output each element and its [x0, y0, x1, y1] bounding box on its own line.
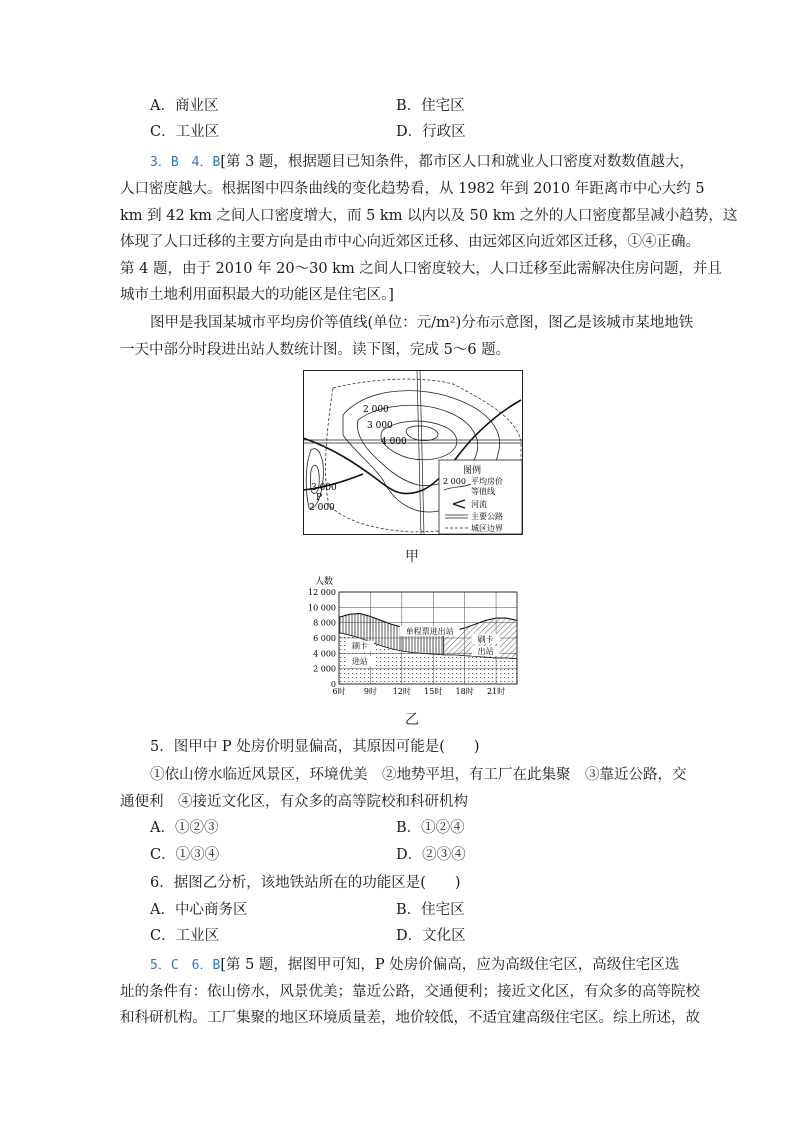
- map-legend: [439, 460, 522, 534]
- q5-option-d: D．②③④: [396, 847, 466, 863]
- x-tick-label: 21时: [486, 687, 506, 696]
- intro-line-2: 一天中部分时段进出站人数统计图。读下图，完成 5～6 题。: [120, 342, 511, 358]
- x-tick-label: 9时: [363, 687, 377, 696]
- answer-3-4-line-5: 第 4 题，由于 2010 年 20～30 km 之间人口密度较大，人口迁移至此需解决住房问题，并且: [120, 261, 722, 277]
- answer-5-6-line-3: 和科研机构。工厂集聚的地区环境质量差，地价较低，不适宜建高级住宅区。综上所述，故: [120, 1010, 700, 1026]
- point-p-label: P: [316, 493, 323, 503]
- q5-option-b: B．①②④: [396, 820, 465, 836]
- contour-label-4000: 4 000: [381, 437, 407, 447]
- house-price-contour-map: [303, 370, 523, 535]
- y-tick-label: 4 000: [313, 649, 336, 659]
- answer-3-4-line-3: km 到 42 km 之间人口密度增大，而 5 km 以内以及 50 km 之外的人口密度都呈减小趋势，这: [120, 208, 738, 224]
- legend-contour-label-2: 等值线: [471, 487, 495, 496]
- option-b: B．住宅区: [396, 98, 465, 114]
- answer-key-3-4: 3．B 4．B: [150, 155, 221, 170]
- answer-3-4-line-1: [150, 152, 694, 173]
- x-tick-label: 18时: [455, 687, 474, 696]
- option-d: D．行政区: [396, 124, 466, 140]
- label-card-entry-1: 刷卡: [351, 641, 368, 651]
- question-5-stem: 5．图甲中 P 处房价明显偏高，其原因可能是( ): [150, 739, 480, 755]
- y-tick-label: 0: [330, 680, 336, 689]
- answer-3-4-line-6: 城市土地利用面积最大的功能区是住宅区。]: [120, 287, 394, 303]
- option-c: C．工业区: [150, 124, 220, 140]
- label-card-exit-1: 刷卡: [477, 634, 494, 644]
- y-tick-label: 10 000: [308, 603, 336, 613]
- contour-label-p-3000: 3 000: [311, 483, 337, 493]
- intro-line-1: 图甲是我国某城市平均房价等值线(单位：元/m²)分布示意图，图乙是该城市某地地铁: [150, 315, 694, 331]
- q6-option-b: B．住宅区: [396, 902, 465, 918]
- legend-contour-label-1: 平均房价: [471, 477, 503, 486]
- contour-label-3000: 3 000: [367, 421, 393, 431]
- x-tick-label: 12时: [392, 687, 411, 696]
- legend-contour-value: 2 000: [443, 477, 466, 486]
- y-tick-label: 6 000: [313, 634, 336, 643]
- q5-option-a: A．①②③: [150, 820, 219, 836]
- answer-3-4-line-4: 体现了人口迁移的主要方向是由市中心向近郊区迁移、由远郊区向近郊区迁移，①④正确。: [120, 234, 700, 250]
- legend-road-label: 主要公路: [471, 512, 503, 521]
- question-5-line-1: ①依山傍水临近风景区，环境优美 ②地势平坦，有工厂在此集聚 ③靠近公路，交: [150, 767, 687, 783]
- map-caption: 甲: [405, 549, 419, 565]
- contour-label-2000: 2 000: [363, 405, 389, 415]
- y-axis-label: 人数: [315, 577, 334, 587]
- q6-option-c: C．工业区: [150, 928, 220, 944]
- option-a: A．商业区: [150, 98, 219, 114]
- q5-option-c: C．①③④: [150, 847, 220, 863]
- x-tick-label: 6时: [332, 687, 346, 696]
- answer-3-4-text-1: [第 3 题，根据题目已知条件，都市区人口和就业人口密度对数数值越大，: [220, 154, 694, 170]
- y-tick-label: 8 000: [313, 618, 336, 628]
- question-6-stem: 6．据图乙分析，该地铁站所在的功能区是( ): [150, 875, 461, 891]
- subway-passenger-chart: [303, 572, 525, 702]
- chart-caption: 乙: [405, 712, 419, 728]
- x-tick-label: 15时: [424, 687, 443, 696]
- q6-option-d: D．文化区: [396, 928, 466, 944]
- answer-5-6-text-1: [第 5 题，据图甲可知，P 处房价偏高，应为高级住宅区，高级住宅区选: [220, 957, 680, 973]
- legend-title: 图例: [463, 466, 482, 476]
- y-tick-label: 2 000: [313, 664, 336, 674]
- answer-key-5-6: 5．C 6．B: [150, 958, 221, 973]
- legend-river-label: 河流: [471, 500, 487, 509]
- question-5-line-2: 通便利 ④接近文化区，有众多的高等院校和科研机构: [120, 794, 468, 810]
- label-card-entry-2: 进站: [351, 657, 368, 667]
- legend-boundary-label: 城区边界: [471, 524, 503, 533]
- answer-5-6-line-1: [150, 955, 679, 976]
- answer-3-4-line-2: 人口密度越大。根据图中四条曲线的变化趋势看，从 1982 年到 2010 年距离市中心大约 5: [120, 181, 705, 197]
- label-single-ticket: 单程票进出站: [405, 627, 454, 637]
- label-card-exit-2: 出站: [477, 647, 494, 657]
- q6-option-a: A．中心商务区: [150, 902, 248, 918]
- answer-5-6-line-2: 址的条件有：依山傍水，风景优美；靠近公路，交通便利；接近文化区，有众多的高等院校: [120, 984, 700, 1000]
- contour-label-p-2000: 2 000: [309, 503, 335, 513]
- y-tick-label: 12 000: [308, 588, 336, 597]
